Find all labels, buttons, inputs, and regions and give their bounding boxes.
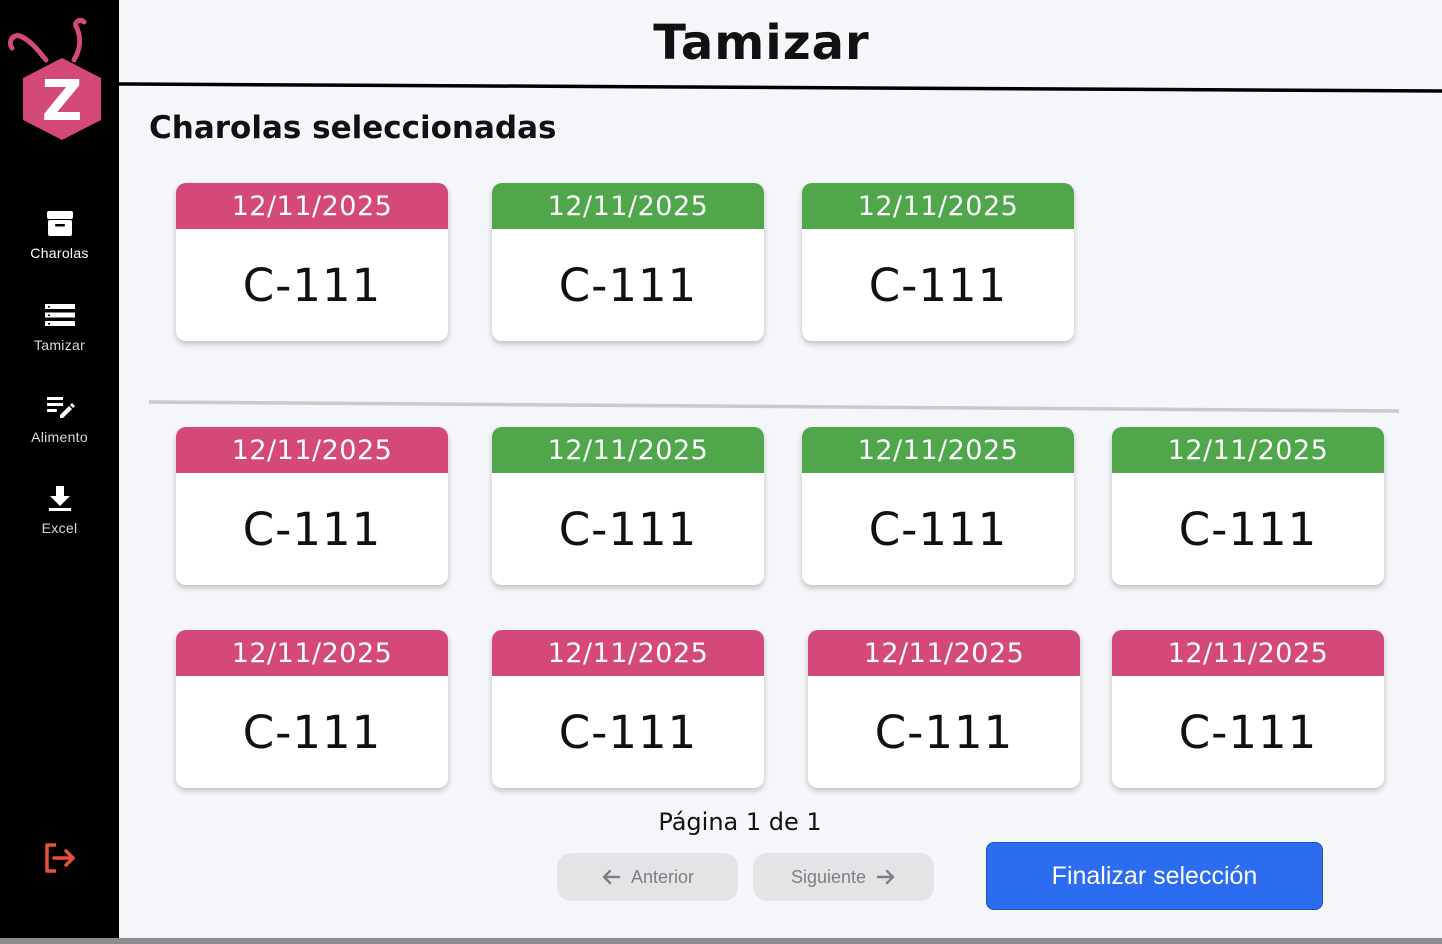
- tray-date: 12/11/2025: [808, 630, 1080, 676]
- tray-card[interactable]: [492, 630, 764, 788]
- edit-list-icon: [43, 390, 77, 424]
- tray-code: C-111: [558, 502, 698, 556]
- header-divider: [119, 80, 1442, 94]
- pagination-label: Página 1 de 1: [658, 808, 822, 836]
- tray-code: C-111: [242, 258, 382, 312]
- tray-code: C-111: [558, 705, 698, 759]
- tray-code: C-111: [1178, 502, 1318, 556]
- finish-selection-button[interactable]: [986, 842, 1323, 910]
- tray-date: 12/11/2025: [1112, 630, 1384, 676]
- arrow-left-icon: [601, 868, 621, 886]
- tray-code: C-111: [242, 705, 382, 759]
- sidebar-item-label: Excel: [41, 520, 78, 536]
- app-logo[interactable]: [8, 16, 110, 144]
- tray-date: 12/11/2025: [802, 427, 1074, 473]
- tray-date: 12/11/2025: [176, 183, 448, 229]
- tray-card[interactable]: [492, 427, 764, 585]
- previous-page-label: Anterior: [630, 866, 695, 887]
- page-title: Tamizar: [653, 15, 870, 71]
- logo-letter: Z: [41, 69, 83, 134]
- tray-code: C-111: [242, 502, 382, 556]
- tray-code: C-111: [868, 502, 1008, 556]
- tray-date: 12/11/2025: [802, 183, 1074, 229]
- tray-date: 12/11/2025: [176, 630, 448, 676]
- tray-card-selected-1[interactable]: [176, 183, 448, 341]
- tray-card[interactable]: [176, 630, 448, 788]
- tray-date: 12/11/2025: [176, 427, 448, 473]
- sidebar-item-label: Alimento: [31, 429, 88, 445]
- section-title-selected: Charolas seleccionadas: [149, 110, 557, 146]
- tray-card[interactable]: [176, 427, 448, 585]
- tray-card-selected-3[interactable]: [802, 183, 1074, 341]
- tray-code: C-111: [1178, 705, 1318, 759]
- sidebar: [0, 0, 119, 944]
- next-page-button[interactable]: [753, 853, 934, 901]
- tray-code: C-111: [558, 258, 698, 312]
- tray-date: 12/11/2025: [1112, 427, 1384, 473]
- arrow-right-icon: [876, 868, 896, 886]
- tray-code: C-111: [874, 705, 1014, 759]
- tray-card-selected-2[interactable]: [492, 183, 764, 341]
- sidebar-item-alimento[interactable]: [0, 390, 119, 464]
- tray-date: 12/11/2025: [492, 630, 764, 676]
- window-bottom-edge: [0, 938, 1442, 944]
- tray-date: 12/11/2025: [492, 427, 764, 473]
- tray-code: C-111: [868, 258, 1008, 312]
- sidebar-item-label: Charolas: [30, 245, 89, 261]
- tray-card[interactable]: [808, 630, 1080, 788]
- sidebar-item-label: Tamizar: [33, 337, 86, 353]
- logout-button[interactable]: [40, 838, 80, 878]
- previous-page-button[interactable]: [557, 853, 738, 901]
- tray-date: 12/11/2025: [492, 183, 764, 229]
- section-divider: [149, 395, 1401, 415]
- tray-card[interactable]: [1112, 427, 1384, 585]
- logout-icon: [42, 841, 78, 875]
- sidebar-item-excel[interactable]: [0, 481, 119, 555]
- tray-card[interactable]: [1112, 630, 1384, 788]
- archive-icon: [43, 206, 77, 240]
- sidebar-item-tamizar[interactable]: [0, 298, 119, 372]
- download-icon: [43, 481, 77, 515]
- finish-selection-label: Finalizar selección: [1051, 861, 1258, 890]
- sidebar-item-charolas[interactable]: [0, 206, 119, 280]
- logo-bee-icon: [8, 16, 110, 144]
- tray-card[interactable]: [802, 427, 1074, 585]
- next-page-label: Siguiente: [790, 866, 867, 887]
- list-icon: [43, 298, 77, 332]
